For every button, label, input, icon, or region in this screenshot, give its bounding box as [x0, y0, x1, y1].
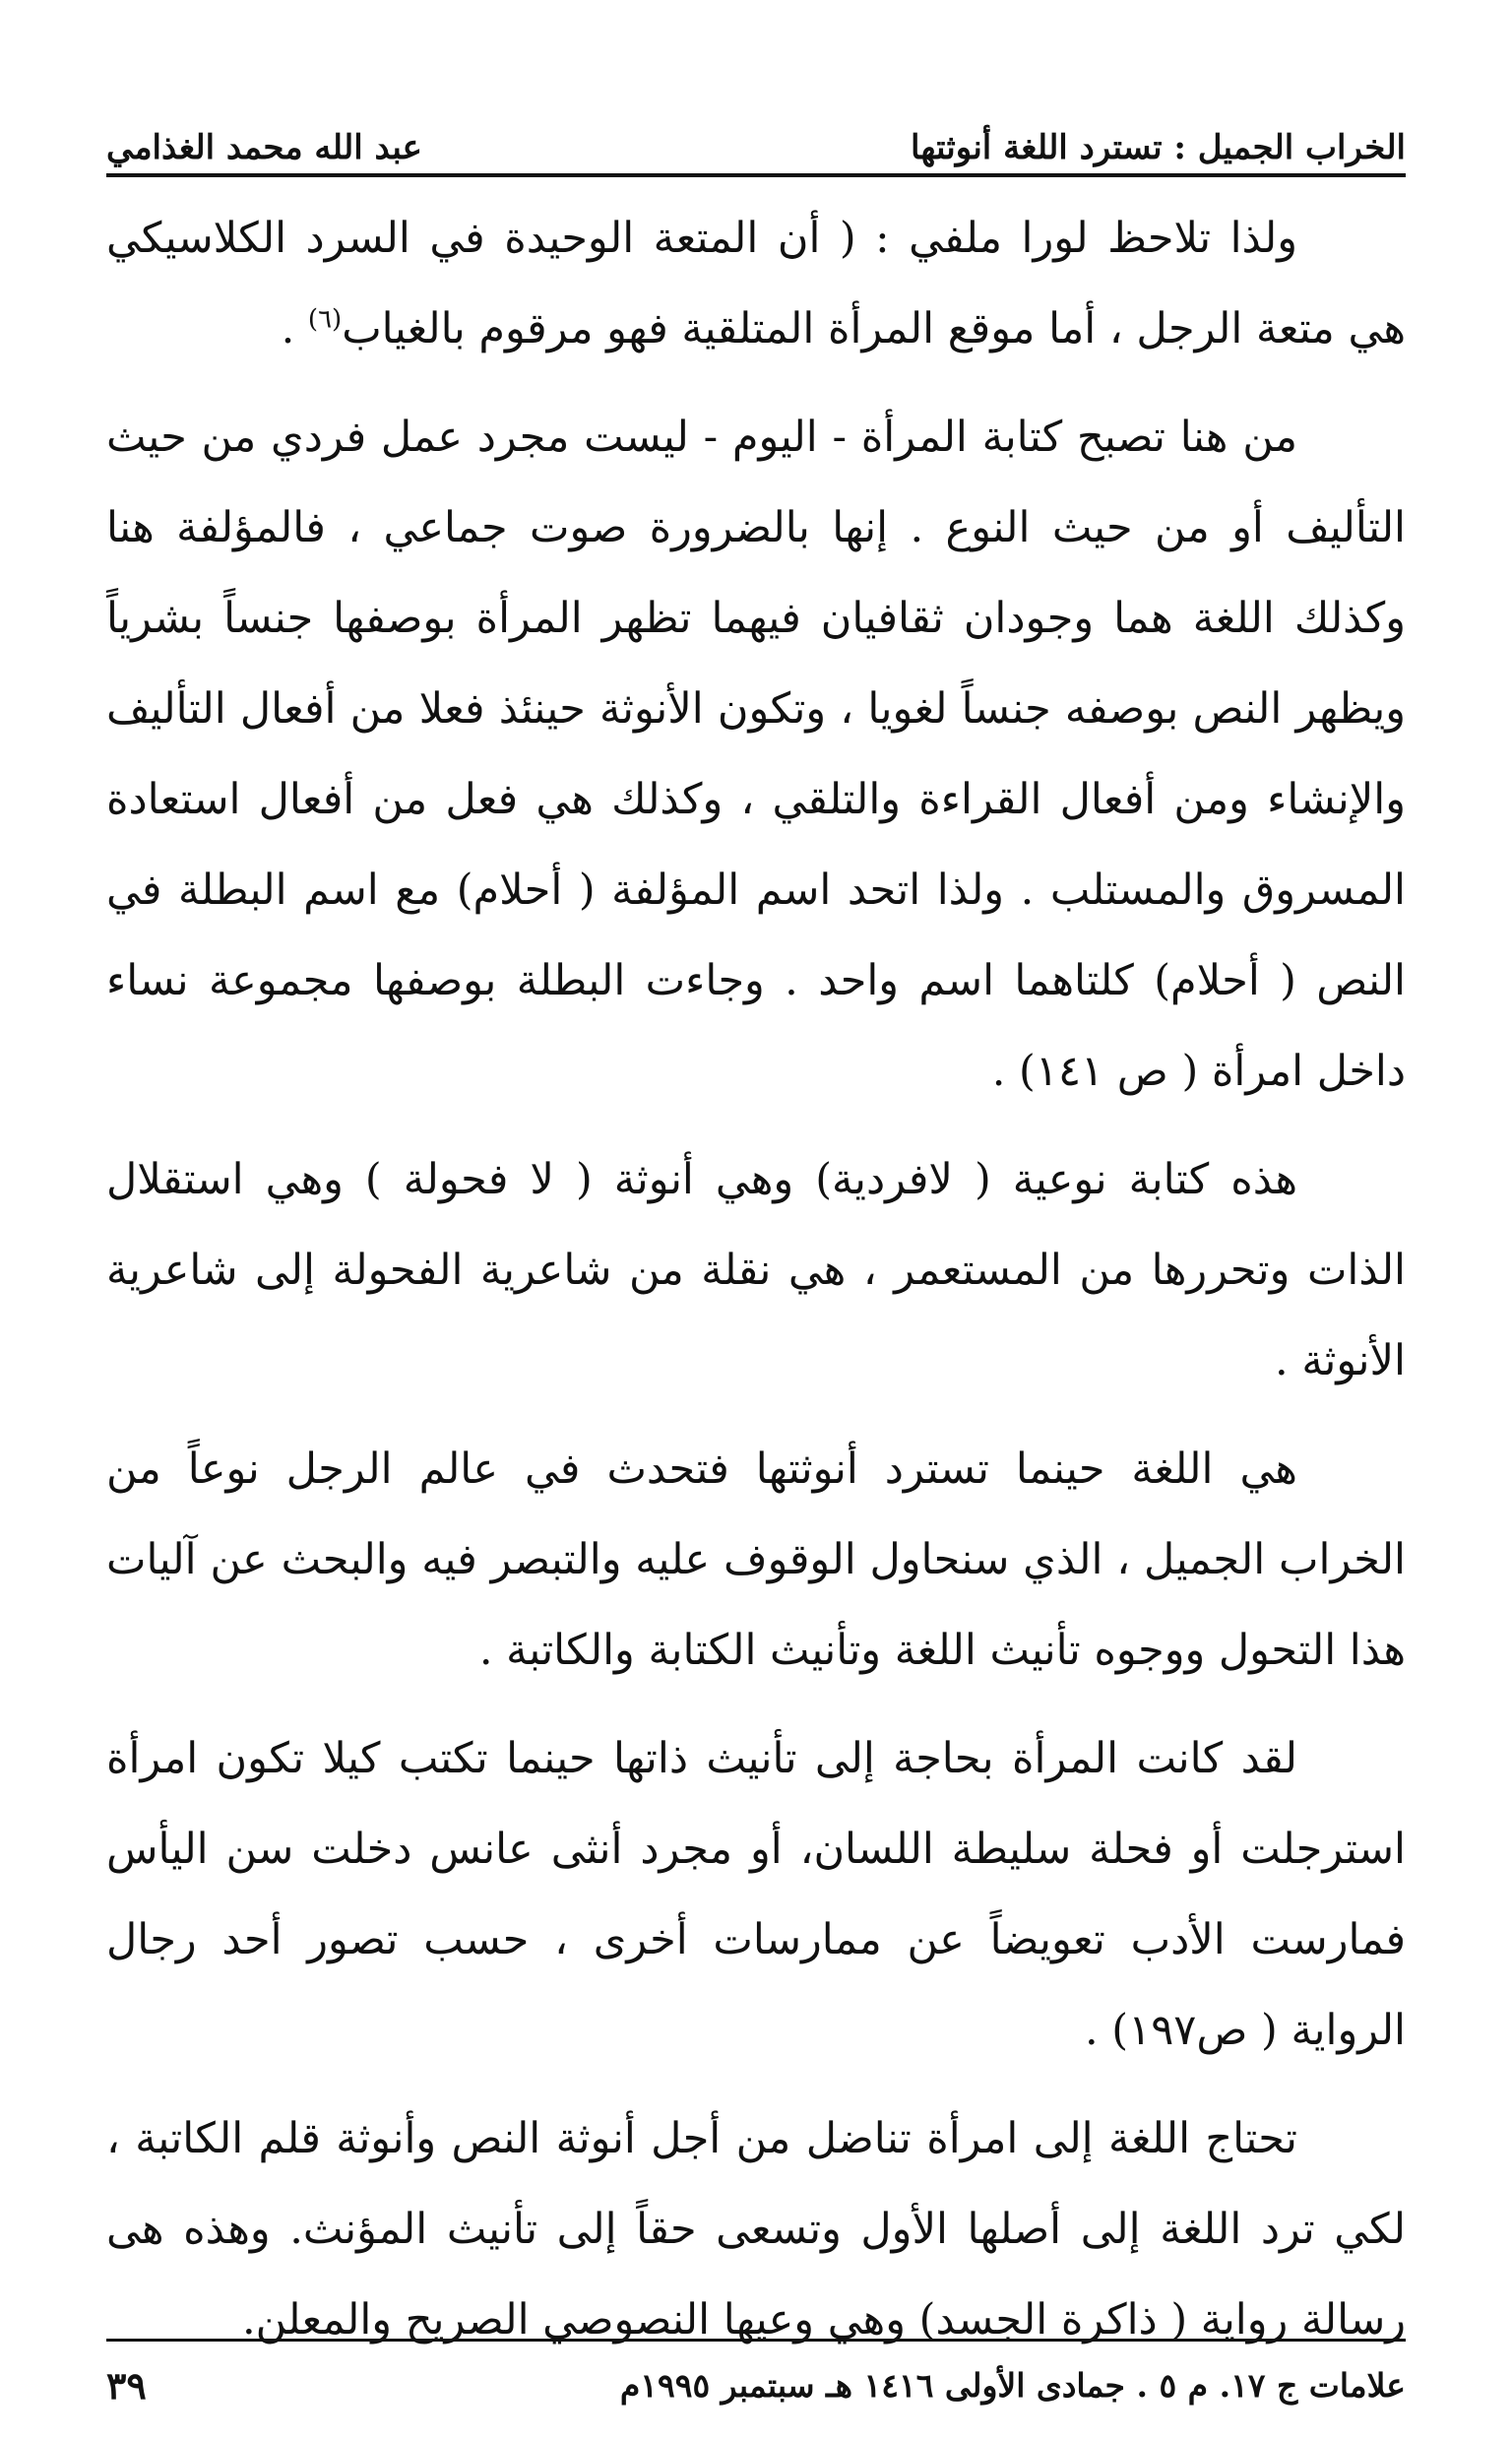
- paragraph-1: [106, 193, 1406, 374]
- book-title: الخراب الجميل : تسترد اللغة أنوثتها: [911, 128, 1406, 167]
- author-name: عبد الله محمد الغذامي: [106, 128, 422, 167]
- header-rule: [106, 173, 1406, 177]
- footer-rule: [106, 2339, 1406, 2342]
- journal-issue-line: علامات ج ١٧. م ٥ . جمادى الأولى ١٤١٦ هـ سبتمبر ١٩٩٥م: [619, 2365, 1406, 2405]
- paragraph-1-text: ولذا تلاحظ لورا ملفي : ( أن المتعة الوحيدة في السرد الكلاسيكي هي متعة الرجل ، أما موقع المرأة المتلقية فهو مرقوم بالغياب: [106, 214, 1406, 353]
- footnote-reference: (٦): [307, 304, 343, 335]
- page-number: ٣٩: [106, 2362, 147, 2408]
- page-footer: [106, 2355, 1406, 2414]
- paragraph-3: هذه كتابة نوعية ( لافردية) وهي أنوثة ( لا فحولة ) وهي استقلال الذات وتحررها من المستعمر ، هي نقلة من شاعرية الفحولة إلى شاعرية الأنوثة .: [106, 1155, 1406, 1385]
- paragraph-1-tail: .: [281, 304, 308, 353]
- body-text: [106, 193, 1406, 2383]
- paragraph-2: من هنا تصبح كتابة المرأة - اليوم - ليست مجرد عمل فردي من حيث التأليف أو من حيث النوع . إنها بالضرورة صوت جماعي ، فالمؤلفة هنا وكذلك اللغة هما وجودان ثقافيان فيهما تظهر المرأة بوصفها جنساً بشرياً ويظهر النص بوصفه جنساً لغويا ، وتكون الأنوثة حينئذ فعلا من أفعال التأليف والإنشاء ومن أفعال القراءة والتلقي ، وكذلك هي فعل من أفعال استعادة المسروق والمستلب . ولذا اتحد اسم المؤلفة ( أحلام) مع اسم البطلة في النص ( أحلام) كلتاهما اسم واحد . وجاءت البطلة بوصفها مجموعة نساء داخل امرأة ( ص ١٤١) .: [106, 413, 1406, 1096]
- paragraph-4: هي اللغة حينما تسترد أنوثتها فتحدث في عالم الرجل نوعاً من الخراب الجميل ، الذي سنحاول الوقوف عليه والتبصر فيه والبحث عن آليات هذا التحول ووجوه تأنيث اللغة وتأنيث الكتابة والكاتبة .: [106, 1445, 1406, 1675]
- paragraph-6: تحتاج اللغة إلى امرأة تناضل من أجل أنوثة النص وأنوثة قلم الكاتبة ، لكي ترد اللغة إلى أصلها الأول وتسعى حقاً إلى تأنيث المؤنث. وهذه هى رسالة رواية ( ذاكرة الجسد) وهي وعيها النصوصي الصريح والمعلن.: [106, 2114, 1406, 2345]
- paragraph-5: لقد كانت المرأة بحاجة إلى تأنيث ذاتها حينما تكتب كيلا تكون امرأة استرجلت أو فحلة سليطة اللسان، أو مجرد أنثى عانس دخلت سن اليأس فمارست الأدب تعويضاً عن ممارسات أخرى ، حسب تصور أحد رجال الرواية ( ص١٩٧) .: [106, 1734, 1406, 2055]
- running-header: [106, 98, 1406, 167]
